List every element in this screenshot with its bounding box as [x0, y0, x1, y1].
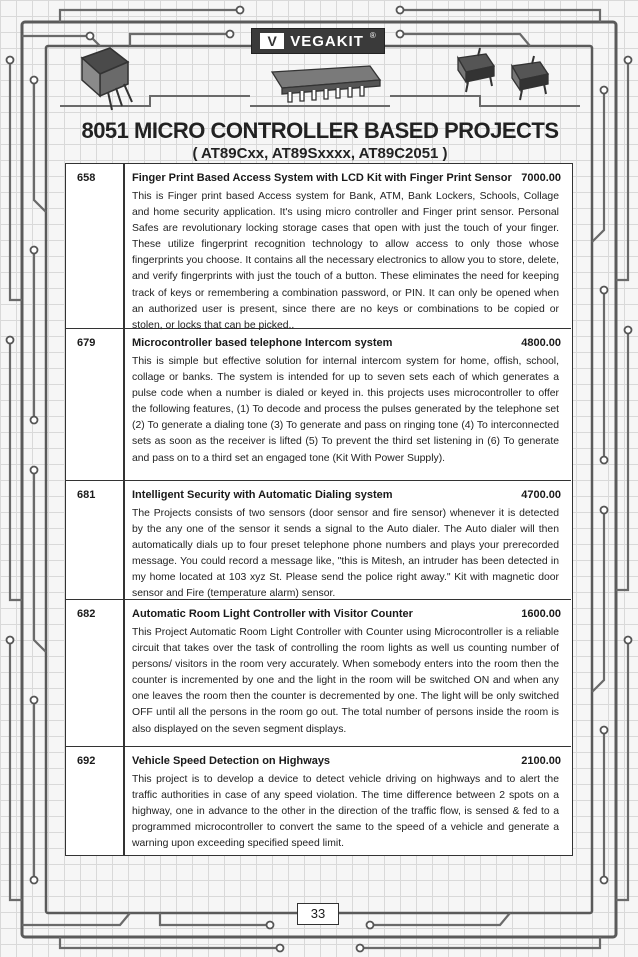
project-title: Intelligent Security with Automatic Dialing system — [132, 489, 393, 501]
project-code: 681 — [77, 489, 96, 501]
ic-chip-icon — [272, 66, 380, 102]
project-code: 692 — [77, 755, 96, 767]
page-number: 33 — [297, 903, 339, 925]
page-subtitle: ( AT89Cxx, AT89Sxxxx, AT89C2051 ) — [192, 145, 448, 162]
project-title: Finger Print Based Access System with LCD Kit with Finger Print Sensor — [132, 172, 512, 184]
brand-name: VEGAKIT — [290, 32, 364, 50]
project-price: 4800.00 — [521, 337, 561, 349]
project-code: 658 — [77, 172, 96, 184]
transistor-icon — [82, 48, 132, 110]
project-row — [66, 481, 571, 600]
project-price: 1600.00 — [521, 608, 561, 620]
project-row — [66, 329, 571, 481]
logo-mark-icon: V — [260, 33, 284, 49]
project-description: This project is to develop a device to detect vehicle driving on highways and to alert the traffic authorities in case of any speed violation. The time difference between 2 spots on a highway, one in advance to the other in the direction of the traffic flow, is sensed & fed to a programmed microcontroller to convert the same to the speed of a vehicle and generate a warning upon exceeding specified speed limit. — [132, 774, 559, 850]
project-title: Microcontroller based telephone Intercom system — [132, 337, 393, 349]
projects-table — [65, 163, 573, 856]
smd-transistor-icon — [458, 48, 548, 100]
project-row — [66, 164, 571, 329]
project-description: This is Finger print based Access system for Bank, ATM, Bank Lockers, Schools, Collage and home security application. It's using micro controller and Finger print sensor. Personal Safes are revolutionary locking storage cases that open with just the touch of your finger. These utilize fingerprint recognition technology to allow access to only those whose fingerprints you choose. It contains all the necessary electronics to allow you to store, delete, and verify fingerprints with just the touch of a button. These eliminates the need for keeping track of keys or remembering a combination password, or PIN. It can only be opened when an authorized user is present, since there are no keys or combinations to be copied or stolen, or locks that can be picked.. — [132, 191, 559, 331]
project-code: 679 — [77, 337, 96, 349]
component-illustrations — [0, 0, 638, 120]
project-price: 4700.00 — [521, 489, 561, 501]
project-description: The Projects consists of two sensors (door sensor and fire sensor) whenever it is detected by the any one of the sensor it sends a signal to the Auto dialer. The Auto dialer will then automatically dials up to four preset telephone phone numbers and plays your prerecorded message. You could record a message like, "this is Mitesh, an intruder has been detected in my home located at 103 xyz St. Please send the police right away." Kit with magnetic door sensor and Fire (temperature alarm) sensor. — [132, 508, 559, 600]
registered-mark: ® — [369, 30, 376, 40]
project-description: This Project Automatic Room Light Controller with Counter using Microcontroller is a reliable circuit that takes over the task of controlling the room lights as well us counting number of persons/ visitors in the room very accurately. When somebody enters into the room then the counter is incremented by one and the light in the room will be switched ON and when any one leaves the room then the counter is decremented by one. The light will be only switched OFF until all the persons in the room go out. The total number of persons inside the room is also displayed on the seven segment displays. — [132, 627, 559, 735]
project-row — [66, 600, 571, 747]
project-title: Vehicle Speed Detection on Highways — [132, 755, 331, 767]
project-price: 7000.00 — [521, 172, 561, 184]
project-row — [66, 747, 571, 854]
page-title: 8051 MICRO CONTROLLER BASED PROJECTS — [81, 118, 559, 143]
project-description: This is simple but effective solution for internal intercom system for home, offish, school, collage or banks. The system is intended for up to seven sets each of which generates a pulse code when a number is dialed or keyed in. this projects uses microcontroller to offer the following features, (1) To decode and process the pulses generated by the telephone set (2) To generate a dialing tone (3) To generate and pass on ringing tone (4) To interconnected sets as soon as the receiver is lifted (5) To prevent the third set listening in (6) To generate and pass on to a third set an engaged tone (Kit With Power Supply). — [132, 356, 559, 464]
project-price: 2100.00 — [521, 755, 561, 767]
brand-logo — [251, 28, 385, 54]
project-code: 682 — [77, 608, 96, 620]
project-title: Automatic Room Light Controller with Visitor Counter — [132, 608, 413, 620]
